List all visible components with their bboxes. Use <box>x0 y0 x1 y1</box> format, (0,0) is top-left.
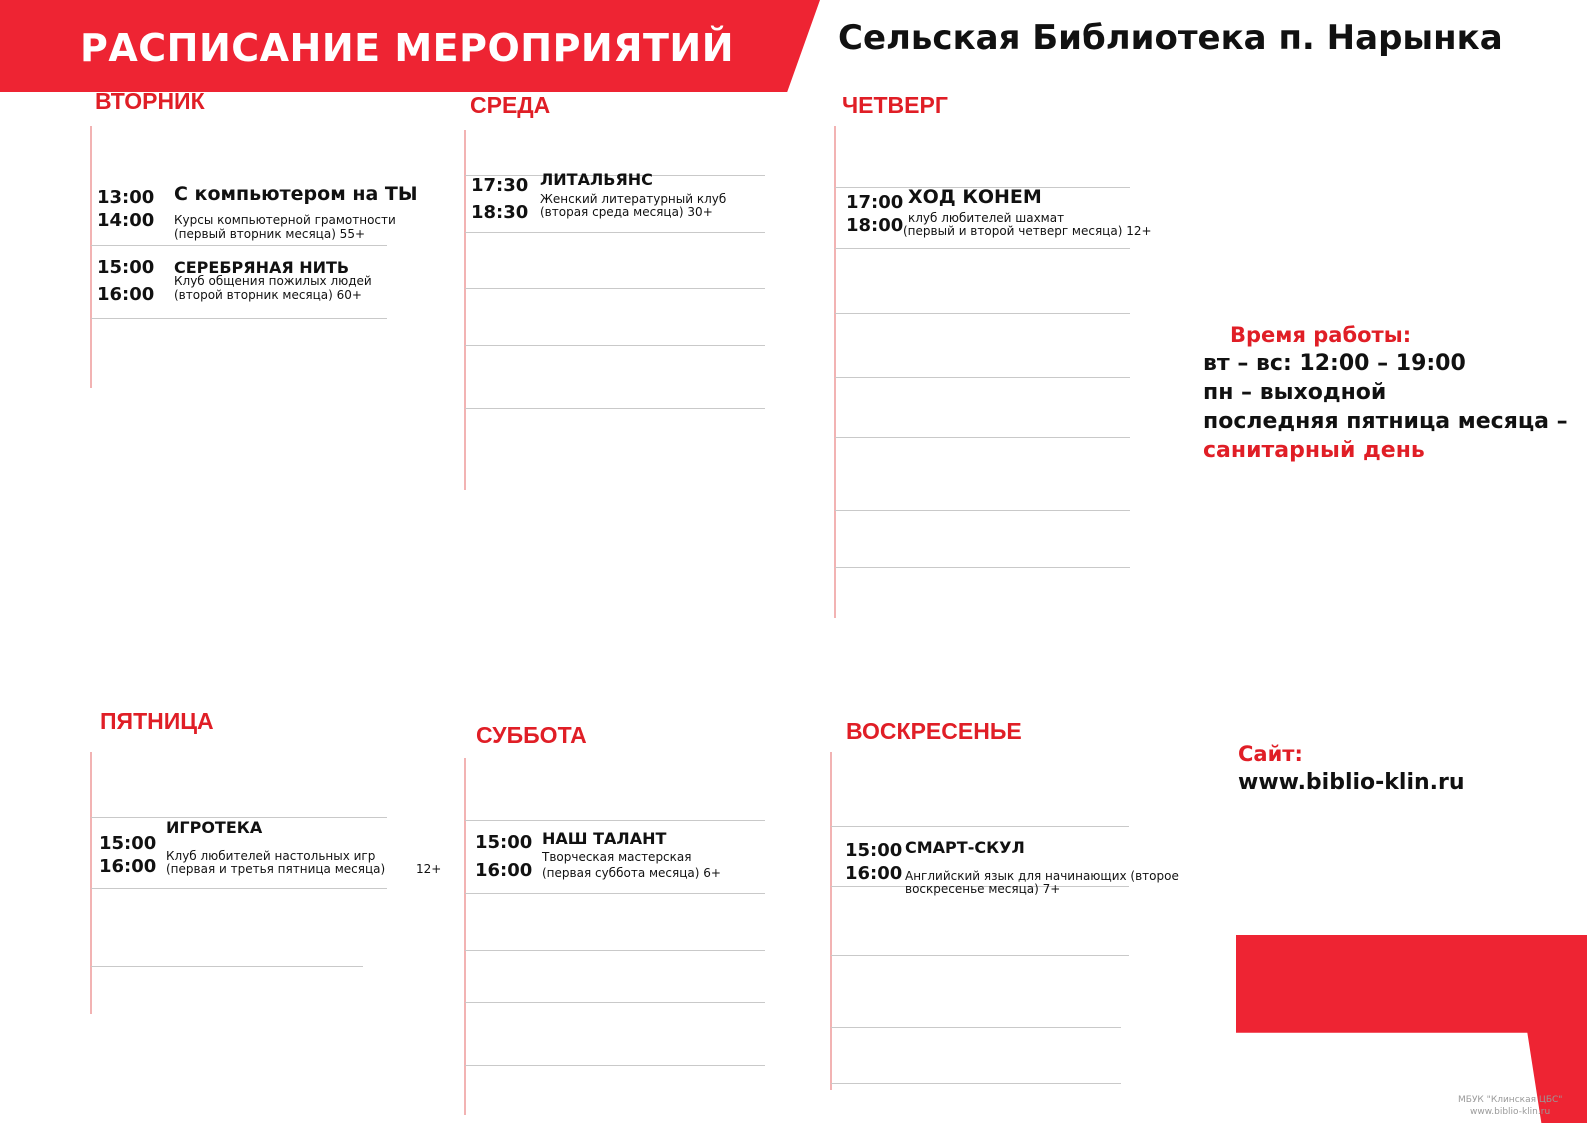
event-description: Английский язык для начинающих (второе <box>905 869 1179 883</box>
row-divider <box>831 826 1129 827</box>
event-title: СЕРЕБРЯНАЯ НИТЬ <box>174 258 350 277</box>
day-friday: ПЯТНИЦА <box>100 708 214 734</box>
column-line <box>830 752 832 1090</box>
event-description: воскресенье месяца) 7+ <box>905 882 1061 896</box>
row-divider <box>831 955 1129 956</box>
row-divider <box>835 567 1130 568</box>
event-title: ЛИТАЛЬЯНС <box>540 170 653 189</box>
row-divider <box>465 893 765 894</box>
event-description: Клуб общения пожилых людей <box>174 274 372 288</box>
footer-url: www.biblio-klin.ru <box>1470 1107 1551 1117</box>
event-start-time: 15:00 <box>99 833 157 854</box>
hours-title: Время работы: <box>1230 323 1412 347</box>
hours-line: последняя пятница месяца – <box>1203 409 1568 434</box>
event-description: Клуб любителей настольных игр <box>166 849 376 863</box>
event-title: СМАРТ-СКУЛ <box>905 838 1025 857</box>
event-description: Женский литературный клуб <box>540 192 727 206</box>
hours-sanitary-day: санитарный день <box>1203 438 1425 463</box>
day-sunday: ВОСКРЕСЕНЬЕ <box>846 718 1022 744</box>
footer-org: МБУК "Клинская ЦБС" <box>1458 1095 1563 1105</box>
row-divider <box>465 232 765 233</box>
row-divider <box>835 437 1130 438</box>
event-title: С компьютером на ТЫ <box>174 183 418 205</box>
row-divider <box>465 408 765 409</box>
hours-line: вт – вс: 12:00 – 19:00 <box>1203 351 1466 376</box>
event-start-time: 15:00 <box>845 840 903 861</box>
column-line <box>834 126 836 618</box>
event-start-time: 13:00 <box>97 187 155 208</box>
event-start-time: 17:00 <box>846 192 904 213</box>
event-end-time: 16:00 <box>97 284 155 305</box>
event-age-rating: 12+ <box>416 862 442 876</box>
event-description: (первый и второй четверг месяца) 12+ <box>903 224 1152 238</box>
event-end-time: 16:00 <box>475 860 533 881</box>
event-description: клуб любителей шахмат <box>908 211 1065 225</box>
event-end-time: 18:30 <box>471 202 529 223</box>
day-tuesday: ВТОРНИК <box>95 88 205 114</box>
event-end-time: 14:00 <box>97 210 155 231</box>
row-divider <box>91 888 387 889</box>
column-line <box>464 130 466 490</box>
event-description: Творческая мастерская <box>542 850 692 864</box>
event-start-time: 17:30 <box>471 175 529 196</box>
event-title: НАШ ТАЛАНТ <box>542 829 667 848</box>
column-line <box>464 758 466 1115</box>
column-line <box>90 752 92 1014</box>
event-description: (первый вторник месяца) 55+ <box>174 227 366 241</box>
event-title: ИГРОТЕКА <box>166 818 263 837</box>
day-saturday: СУББОТА <box>476 722 587 748</box>
banner-title: РАСПИСАНИЕ МЕРОПРИЯТИЙ <box>80 26 735 70</box>
library-name: Сельская Библиотека п. Нарынка <box>838 18 1503 58</box>
event-description: (второй вторник месяца) 60+ <box>174 288 362 302</box>
row-divider <box>465 288 765 289</box>
event-description: (первая суббота месяца) 6+ <box>542 866 721 880</box>
row-divider <box>835 377 1130 378</box>
day-wednesday: СРЕДА <box>470 92 551 118</box>
row-divider <box>465 950 765 951</box>
column-line <box>90 126 92 388</box>
row-divider <box>831 1083 1121 1084</box>
event-description: Курсы компьютерной грамотности <box>174 213 396 227</box>
row-divider <box>465 1065 765 1066</box>
event-title: ХОД КОНЕМ <box>908 186 1042 208</box>
row-divider <box>91 245 387 246</box>
row-divider <box>91 966 363 967</box>
row-divider <box>91 318 387 319</box>
row-divider <box>831 1027 1121 1028</box>
row-divider <box>835 313 1130 314</box>
event-start-time: 15:00 <box>475 832 533 853</box>
hours-line: пн – выходной <box>1203 380 1387 405</box>
row-divider <box>835 248 1130 249</box>
row-divider <box>465 820 765 821</box>
row-divider <box>465 1002 765 1003</box>
event-end-time: 16:00 <box>99 856 157 877</box>
event-description: (вторая среда месяца) 30+ <box>540 205 713 219</box>
day-thursday: ЧЕТВЕРГ <box>842 92 948 118</box>
event-end-time: 18:00 <box>846 215 904 236</box>
row-divider <box>465 345 765 346</box>
site-url[interactable]: www.biblio-klin.ru <box>1238 770 1465 795</box>
event-end-time: 16:00 <box>845 863 903 884</box>
site-title: Сайт: <box>1238 742 1303 766</box>
row-divider <box>835 510 1130 511</box>
event-start-time: 15:00 <box>97 257 155 278</box>
event-description: (первая и третья пятница месяца) <box>166 862 386 876</box>
